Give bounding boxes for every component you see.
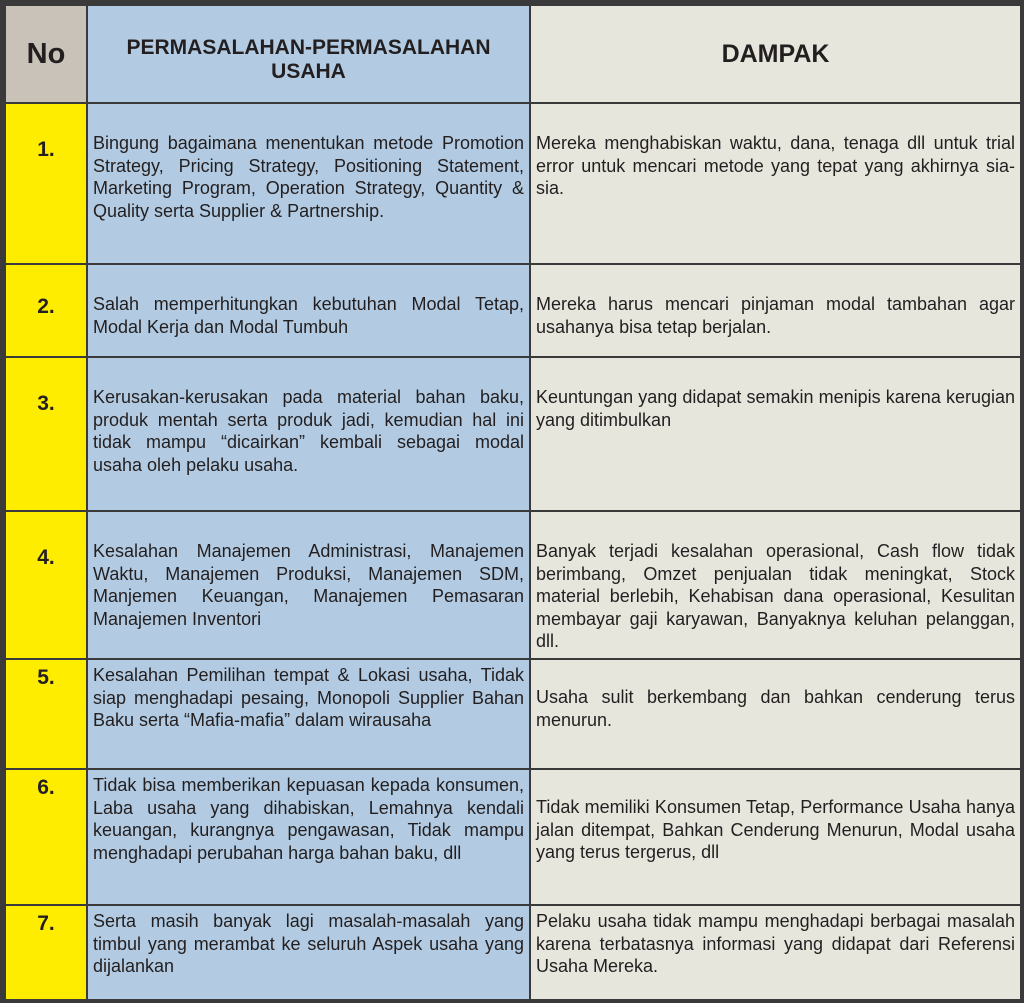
header-no: No	[5, 5, 87, 103]
problem-cell	[87, 103, 530, 264]
impact-text: Tidak memiliki Konsumen Tetap, Performance Usaha hanya jalan ditempat, Bahkan Cenderung Menurun, Modal usaha yang terus tergerus, dll	[536, 797, 1015, 862]
table-row	[5, 769, 1021, 905]
table-row	[5, 905, 1021, 1000]
row-number: 2.	[5, 264, 87, 357]
table-row	[5, 511, 1021, 659]
problems-impact-table	[4, 4, 1022, 1001]
header-row	[5, 5, 1021, 103]
table-row	[5, 264, 1021, 357]
row-number: 5.	[5, 659, 87, 769]
problem-cell	[87, 511, 530, 659]
impact-cell	[530, 659, 1021, 769]
problem-text: Bingung bagaimana menentukan metode Promotion Strategy, Pricing Strategy, Positioning Statement, Marketing Program, Operation Strategy, Quantity & Quality serta Supplier & Partnership.	[93, 133, 524, 221]
table-row	[5, 103, 1021, 264]
impact-cell	[530, 905, 1021, 1000]
impact-cell	[530, 511, 1021, 659]
problem-cell	[87, 769, 530, 905]
row-number: 1.	[5, 103, 87, 264]
row-number: 6.	[5, 769, 87, 905]
impact-text: Mereka menghabiskan waktu, dana, tenaga dll untuk trial error untuk mencari metode yang tepat yang akhirnya sia-sia.	[536, 133, 1015, 198]
problem-text: Kesalahan Pemilihan tempat & Lokasi usaha, Tidak siap menghadapi pesaing, Monopoli Supplier Bahan Baku serta “Mafia-mafia” dalam wirausaha	[93, 665, 524, 730]
impact-cell	[530, 769, 1021, 905]
impact-text: Mereka harus mencari pinjaman modal tambahan agar usahanya bisa tetap berjalan.	[536, 294, 1015, 337]
problem-text: Tidak bisa memberikan kepuasan kepada konsumen, Laba usaha yang dihabiskan, Lemahnya kendali keuangan, kurangnya pengawasan, Tidak mampu menghadapi perubahan harga bahan baku, dll	[93, 775, 524, 863]
problem-cell	[87, 905, 530, 1000]
impact-text: Usaha sulit berkembang dan bahkan cenderung terus menurun.	[536, 687, 1015, 730]
problem-cell	[87, 357, 530, 511]
impact-text: Banyak terjadi kesalahan operasional, Cash flow tidak berimbang, Omzet penjualan tidak meningkat, Stock material berlebih, Kehabisan dana operasional, Kesulitan membayar gaji karyawan, Banyaknya keluhan pelanggan, dll.	[536, 541, 1015, 651]
header-impact: DAMPAK	[530, 5, 1021, 103]
impact-text: Pelaku usaha tidak mampu menghadapi berbagai masalah karena terbatasnya informasi yang didapat dari Referensi Usaha Mereka.	[536, 911, 1015, 976]
row-number: 4.	[5, 511, 87, 659]
impact-cell	[530, 357, 1021, 511]
table-row	[5, 659, 1021, 769]
impact-text: Keuntungan yang didapat semakin menipis karena kerugian yang ditimbulkan	[536, 387, 1015, 430]
problem-text: Kerusakan-kerusakan pada material bahan baku, produk mentah serta produk jadi, kemudian hal ini tidak mampu “dicairkan” kembali sebagai modal usaha oleh pelaku usaha.	[93, 387, 524, 475]
table-row	[5, 357, 1021, 511]
row-number: 7.	[5, 905, 87, 1000]
impact-cell	[530, 103, 1021, 264]
problem-cell	[87, 264, 530, 357]
header-problems: PERMASALAHAN-PERMASALAHAN USAHA	[87, 5, 530, 103]
problem-text: Salah memperhitungkan kebutuhan Modal Tetap, Modal Kerja dan Modal Tumbuh	[93, 294, 524, 337]
problem-text: Kesalahan Manajemen Administrasi, Manajemen Waktu, Manajemen Produksi, Manajemen SDM, Manjemen Keuangan, Manajemen Pemasaran Manajemen Inventori	[93, 541, 524, 629]
problem-cell	[87, 659, 530, 769]
problem-text: Serta masih banyak lagi masalah-masalah yang timbul yang merambat ke seluruh Aspek usaha yang dijalankan	[93, 911, 524, 976]
impact-cell	[530, 264, 1021, 357]
row-number: 3.	[5, 357, 87, 511]
